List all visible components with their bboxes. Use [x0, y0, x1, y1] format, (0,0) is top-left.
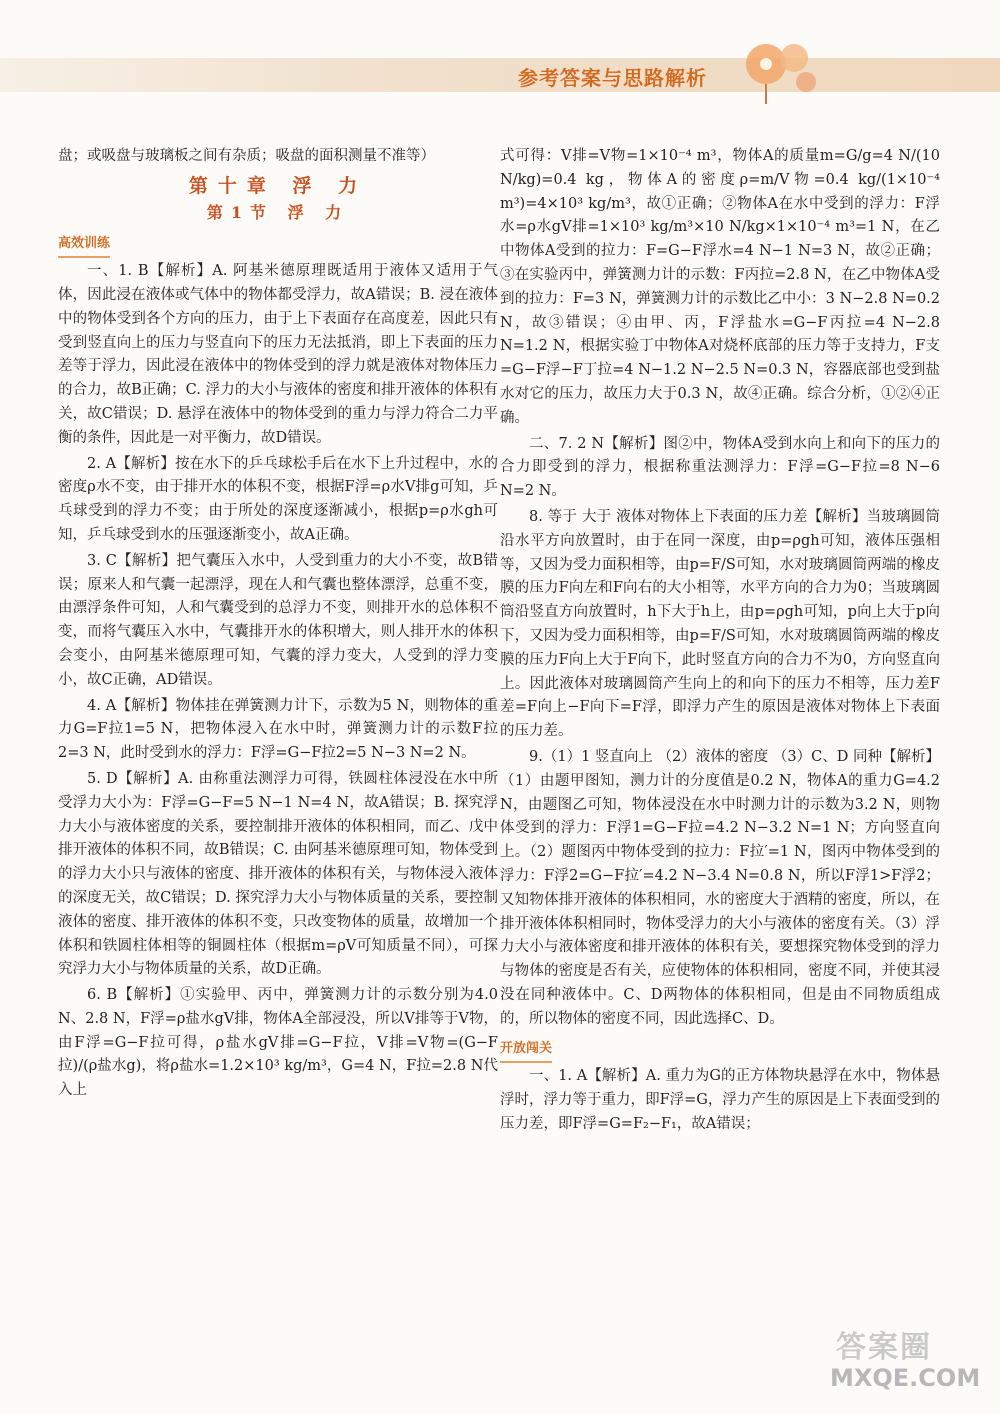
watermark: [830, 1318, 980, 1398]
answer-6-continued: 式可得：V排=V物=1×10⁻⁴ m³，物体A的质量m=G/g=4 N/(10 N/kg)=0.4 kg，物体A的密度ρ=m/V物=0.4 kg/(1×10⁻⁴ m³)=4×10³ kg/m³，故①正确；②物体A在水中受到的浮力：F浮水=ρ水gV排=1×10³ kg/m³×10 N/kg×1×10⁻⁴ m³=1 N，在乙中物体A受到的拉力：F=G−F浮水=4 N−1 N=3 N，故②正确；③在实验丙中，弹簧测力计的示数：F丙拉=2.8 N，在乙中物体A受到的拉力：F=3 N，弹簧测力计的示数比乙中小：3 N−2.8 N=0.2 N，故③错误；④由甲、丙，F浮盐水=G−F丙拉=4 N−2.8 N=1.2 N，根据实验丁中物体A对烧杯底部的压力等于支持力，F支=G−F浮−F丁拉=4 N−1.2 N−2.5 N=0.3 N，容器底部也受到盐水对它的压力，故压力大于0.3 N，故④正确。综合分析，①②④正确。: [500, 148, 940, 426]
left-column: [58, 145, 498, 1105]
header-title: 参考答案与思路解析: [518, 66, 707, 90]
answer-8: 8. 等于 大于 液体对物体上下表面的压力差【解析】当玻璃圆筒沿水平方向放置时，由于在同一深度，由p=ρgh可知，液体压强相等，又因为受力面积相等，由p=F/S可知，水对玻璃圆筒两端的橡皮膜的压力F向左和F向右的大小相等，水平方向的合力为0；当玻璃圆筒沿竖直方向放置时，h下大于h上，由p=ρgh可知，p向上大于p向下，又因为受力面积相等，由p=F/S可知，水对玻璃圆筒两端的橡皮膜的压力F向上大于F向下，此时竖直方向的合力不为0，方向竖直向上。因此液体对玻璃圆筒产生向上的和向下的压力不相等，压力差F差=F向上−F向下=F浮，即浮力产生的原因是液体对物体上下表面的压力差。: [500, 508, 940, 740]
answer-2: 2. A【解析】按在水下的乒乓球松手后在水下上升过程中，水的密度ρ水不变，由于排开水的体积不变，根据F浮=ρ水V排g可知，乒乓球受到的浮力不变；由于所处的深度逐渐减小，根据p=ρ水gh可知，乒乓球受到水的压强逐渐变小，故A正确。: [58, 455, 498, 543]
answer-6: 6. B【解析】①实验甲、丙中，弹簧测力计的示数分别为4.0 N、2.8 N，F浮=ρ盐水gV排，物体A全部浸没，所以V排等于V物，由F浮=G−F拉可得，ρ盐水gV排=G−F拉，V排=V物=(G−F拉)/(ρ盐水g)，将ρ盐水=1.2×10³ kg/m³，G=4 N，F拉=2.8 N代入上: [58, 987, 498, 1099]
right-column: [500, 145, 940, 1139]
answer-9: 9.（1）1 竖直向上 （2）液体的密度 （3）C、D 同种【解析】（1）由题甲图知，测力计的分度值是0.2 N，物体A的重力G=4.2 N，由题图乙可知，物体浸没在水中时测力计的示数为3.2 N，则物体受到的浮力：F浮1=G−F拉=4.2 N−3.2 N=1 N；方向竖直向上。（2）题图丙中物体受到的拉力：F拉′=1 N，图丙中物体受到的浮力：F浮2=G−F拉′=4.2 N−3.4 N=0.8 N，所以F浮1>F浮2；又知物体排开液体的体积相同，水的密度大于酒精的密度，所以，在排开液体体积相同时，物体受浮力的大小与液体的密度有关。（3）浮力大小与液体密度和排开液体的体积有关，要想探究物体受到的浮力与物体的密度是否有关，应使物体的体积相同，密度不同，并使其浸没在同种液体中。C、D两物体的体积相同，但是由不同物质组成的，所以物体的密度不同，因此选择C、D。: [500, 748, 940, 1027]
open-answer-1: 一、1. A【解析】A. 重力为G的正方体物块悬浮在水中，物体悬浮时，浮力等于重力，即F浮=G，浮力产生的原因是上下表面受到的压力差，即F浮=G=F₂−F₁，故A错误；: [500, 1068, 940, 1132]
watermark-url: MXQE.COM: [830, 1364, 981, 1392]
chapter-title: 第十章 浮 力: [188, 174, 368, 197]
watermark-logo: 答案圈: [836, 1330, 932, 1365]
answer-4: 4. A【解析】物体挂在弹簧测力计下，示数为5 N，则物体的重力G=F拉1=5 N，把物体浸入在水中时，弹簧测力计的示数F拉2=3 N，此时受到水的浮力：F浮=G−F拉2=5 N−3 N=2 N。: [58, 697, 498, 762]
answer-5: 5. D【解析】A. 由称重法测浮力可得，铁圆柱体浸没在水中所受浮力大小为：F浮=G−F=5 N−1 N=4 N，故A错误；B. 探究浮力大小与液体密度的关系，要控制排开液体的体积相同，而乙、戊中排开液体的体积不同，故B错误；C. 由阿基米德原理可知，物体受到的浮力大小只与液体的密度、排开液体的体积有关，与物体浸入液体的深度无关，故C错误；D. 探究浮力大小与物体质量的关系，要控制液体的密度、排开液体的体积不变，只改变物体的质量，故增加一个体积和铁圆柱体相等的铜圆柱体（根据m=ρV可知质量不同），可探究浮力大小与物体质量的关系，故D正确。: [58, 770, 498, 978]
header-band: [0, 58, 1000, 92]
section-title: 第1节 浮 力: [206, 202, 350, 222]
answer-1: 一、1. B【解析】A. 阿基米德原理既适用于液体又适用于气体，因此浸在液体或气体中的物体都受浮力，故A错误；B. 浸在液体中的物体受到各个方向的压力，由于上下表面存在高度差，因此只有受到竖直向上的压力与竖直向下的压力无法抵消，即上下表面的压力差等于浮力，因此浸在液体中的物体受到的浮力就是液体对物体压力的合力，故B正确；C. 浮力的大小与液体的密度和排开液体的体积有关，故C错误；D. 悬浮在液体中的物体受到的重力与浮力符合二力平衡的条件，因此是一对平衡力，故D错误。: [58, 263, 498, 446]
answer-3: 3. C【解析】把气囊压入水中，人受到重力的大小不变，故B错误；原来人和气囊一起漂浮，现在人和气囊也整体漂浮，总重不变，由漂浮条件可知，人和气囊受到的总浮力不变，则排开水的总体积不变，而将气囊压入水中，气囊排开水的体积增大，则人排开水的体积会变小，由阿基米德原理可知，气囊的浮力变大，人受到的浮力变小，故C正确，AD错误。: [58, 552, 498, 688]
section-tag: 高效训练: [58, 232, 110, 258]
answer-7: 二、7. 2 N【解析】图②中，物体A受到水向上和向下的压力的合力即受到的浮力，根据称重法测浮力：F浮=G−F拉=8 N−6 N=2 N。: [500, 435, 940, 500]
section-tag: 开放闯关: [500, 1037, 552, 1063]
paragraph-continued: 盘；或吸盘与玻璃板之间有杂质；吸盘的面积测量不准等）: [58, 148, 435, 164]
flower-decoration-icon: [736, 36, 826, 106]
